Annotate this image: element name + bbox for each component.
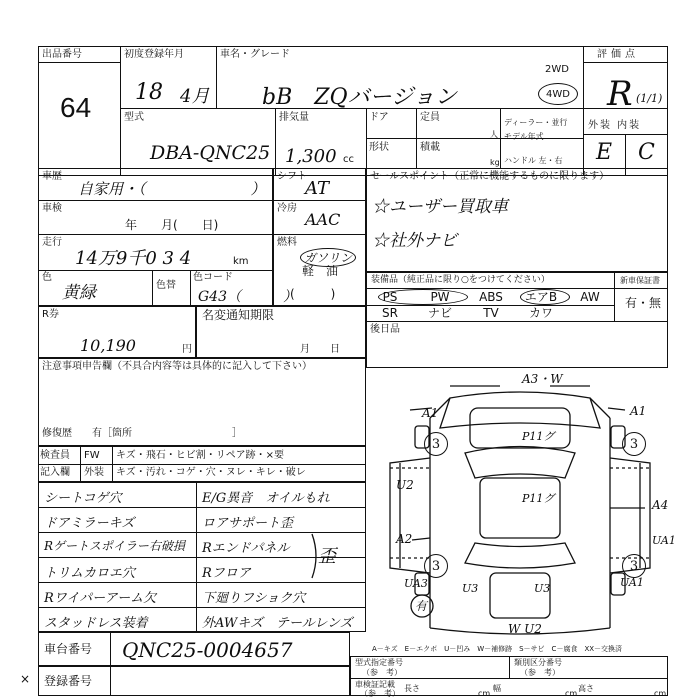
door-label: ドア xyxy=(369,112,389,123)
km-label: km xyxy=(233,256,249,267)
recycle-value: 10,190 xyxy=(80,336,136,355)
color-code-label: 色コード xyxy=(193,272,233,283)
mileage-label: 走行 xyxy=(42,237,62,248)
car-name: bB ZQバージョン xyxy=(262,85,457,110)
diagram-label-u3-c: U3 xyxy=(534,582,551,595)
sales-box xyxy=(366,168,668,272)
fuel-paren: ( ) xyxy=(290,287,336,301)
aircon-label: 冷房 xyxy=(277,203,297,214)
sales-point-label: セールスポイント（正常に機能するものに限ります） xyxy=(370,171,610,182)
damage-circle-fl: 3 xyxy=(424,432,448,456)
model-value: DBA-QNC25 xyxy=(150,142,271,164)
color-change-label: 色替 xyxy=(156,280,176,291)
type-spec-label: 型式指定番号 xyxy=(355,658,403,667)
color-value: 黄緑 xyxy=(62,283,96,303)
chassis-value: QNC25-0004657 xyxy=(122,638,293,662)
aircon-value: AAC xyxy=(305,210,341,229)
kg-label: kg xyxy=(490,158,500,167)
width-unit: cm xyxy=(565,689,578,698)
legend: A－キズ E－エクボ U－凹み W－補修跡 S－サビ C－腐食 XX－交換済 xyxy=(372,645,623,653)
sales-point-2: ☆社外ナビ xyxy=(372,231,457,251)
diagram-label-ua1-rr: UA1 xyxy=(620,576,644,589)
wd2-label: 2WD xyxy=(545,64,569,75)
dealer-label: ディーラー・並行 xyxy=(504,118,568,127)
load-label: 積載 xyxy=(420,142,440,153)
fuel-label: 燃料 xyxy=(277,237,297,248)
class-cat-label: 類別区分番号 xyxy=(514,658,562,667)
note-left: Rゲートスポイラー右破損 xyxy=(44,539,185,553)
shift-value: AT xyxy=(305,178,330,199)
fw-label: FW xyxy=(84,450,100,461)
diagram-label-u2-left: U2 xyxy=(396,478,414,492)
history-value: 自家用・（ ） xyxy=(78,180,266,198)
damage-circle-fr: 3 xyxy=(622,432,646,456)
bracket-stroke xyxy=(310,532,322,580)
length-label: 長さ xyxy=(404,684,420,693)
lot-no-label: 出品番号 xyxy=(42,49,82,60)
bracket-mark: 歪 xyxy=(318,546,336,567)
x-mark: × xyxy=(20,672,31,686)
vehicle-reg-label: 車検証記載 xyxy=(355,680,395,689)
inspection-date: 年 月( 日) xyxy=(125,218,219,232)
equipment-item: PS xyxy=(382,290,398,304)
interior-grade: C xyxy=(638,140,655,165)
damage-circle-rl: 3 xyxy=(424,554,448,578)
score-sub: (1/1) xyxy=(636,92,663,105)
mileage-value: 14万9千0 3 4 xyxy=(75,248,192,269)
fuel-value: ガソリン xyxy=(300,248,356,267)
lot-number: 64 xyxy=(60,92,92,123)
equipment-item: エアB xyxy=(524,290,558,304)
score-label: 評価点 xyxy=(597,49,639,60)
note-right: Rエンドパネル xyxy=(202,541,290,556)
handle-label: ハンドル 左・右 xyxy=(504,156,563,165)
first-reg-month: 4月 xyxy=(180,86,210,107)
diagram-label-u3-l: U3 xyxy=(462,582,479,595)
ext-int-label: 外装 内装 xyxy=(588,120,642,131)
reg-label: 登録番号 xyxy=(44,674,93,688)
equipment-label: 装備品（純正品に限り○をつけてください） xyxy=(371,275,550,285)
class-cat-ref: （参 考） xyxy=(520,668,560,677)
name-change-label: 名変通知期限 xyxy=(202,308,275,322)
car-name-label: 車名・グレード xyxy=(220,49,290,60)
fuel-kero-label: 軽 油 xyxy=(302,264,339,278)
sales-point-1: ☆ユーザー買取車 xyxy=(372,197,508,217)
note-right: E/G異音 オイルもれ xyxy=(202,491,330,506)
warranty-value: 有・無 xyxy=(625,296,662,310)
exterior-grade: E xyxy=(596,140,613,165)
damage-circle-rr: 3 xyxy=(622,554,646,578)
color-code-value: G43（ ） xyxy=(198,289,297,305)
diagram-label-pillar-front: P11グ xyxy=(522,430,555,443)
interior-codes: キズ・汚れ・コゲ・穴・ヌレ・キレ・破レ xyxy=(116,467,306,478)
person-label: 人 xyxy=(490,130,498,139)
color-label: 色 xyxy=(42,272,52,283)
note-right: 外AWキズ テールレンズ xyxy=(202,616,353,631)
chassis-label: 車台番号 xyxy=(44,642,93,656)
note-left: Rワイパーアーム欠 xyxy=(44,591,157,606)
diagram-label-a1-fr: A1 xyxy=(630,404,647,418)
equipment-item: ナビ xyxy=(427,306,452,320)
model-label: 型式 xyxy=(124,112,144,123)
yen-label: 円 xyxy=(182,344,192,355)
note-right: Rフロア xyxy=(202,566,251,581)
model-year-label: モデル年式 xyxy=(504,132,544,141)
entry-label: 記入欄 xyxy=(40,467,70,478)
vehicle-reg-ref: （参 考） xyxy=(360,689,400,698)
warranty-label: 新車保証書 xyxy=(620,276,660,285)
diagram-label-a2: A2 xyxy=(396,532,413,546)
shape-label: 形状 xyxy=(369,142,389,153)
diagram-label-a4: A4 xyxy=(652,498,669,512)
first-reg-label: 初度登録年月 xyxy=(124,49,184,60)
shift-label: シフト xyxy=(277,171,307,182)
length-unit: cm xyxy=(478,689,491,698)
cc-unit: cc xyxy=(343,154,354,165)
displacement-value: 1,300 xyxy=(285,146,337,167)
width-label: 幅 xyxy=(493,684,501,693)
stamp-mark: 有 xyxy=(415,599,428,613)
height-label: 高さ xyxy=(578,684,594,693)
diagram-label-ua3: UA3 xyxy=(404,577,428,590)
equipment-circle-mark xyxy=(378,289,468,305)
after-date-label: 後日品 xyxy=(370,324,400,335)
note-left: ドアミラーキズ xyxy=(44,516,135,531)
exterior-codes: キズ・飛石・ヒビ割・リペア跡・×要 xyxy=(116,450,284,461)
score-value: R xyxy=(607,74,633,114)
equipment-item: カワ xyxy=(528,306,553,320)
first-reg-year: 18 xyxy=(135,80,163,105)
diagram-label-a1-fl: A1 xyxy=(422,406,439,420)
wd4-circled: 4WD xyxy=(538,83,578,105)
inspector-label: 検査員 xyxy=(40,450,70,461)
history-label: 車歴 xyxy=(42,171,62,182)
diagram-label-wu2: W U2 xyxy=(508,622,542,636)
displacement-label: 排気量 xyxy=(279,112,309,123)
notes-label: 注意事項申告欄（不具合内容等は具体的に記入して下さい） xyxy=(42,361,312,372)
capacity-label: 定員 xyxy=(420,112,440,123)
note-left: トリムカロエ穴 xyxy=(44,566,136,581)
exterior-label: 外装 xyxy=(84,467,104,478)
height-unit: cm xyxy=(654,689,667,698)
name-change-date: 月 日 xyxy=(300,344,340,355)
note-right: 下廻りフショク穴 xyxy=(202,591,306,606)
equipment-item: TV xyxy=(483,306,499,320)
note-left: スタッドレス装着 xyxy=(44,616,148,631)
equipment-item: ABS xyxy=(479,290,503,304)
diagram-label-ua1-r: UA1 xyxy=(652,534,676,547)
equipment-item: AW xyxy=(580,290,600,304)
note-left: シートコゲ穴 xyxy=(44,491,122,506)
diagram-label-pillar-roof: P11グ xyxy=(522,492,555,505)
note-right: ロアサポート歪 xyxy=(202,516,294,531)
equipment-item: SR xyxy=(382,306,398,320)
equipment-row-2 xyxy=(366,305,614,321)
inspection-label: 車検 xyxy=(42,203,62,214)
diagram-label-a3w: A3・W xyxy=(522,372,563,386)
equipment-circle-mark xyxy=(520,289,570,305)
recycle-label: R券 xyxy=(42,309,59,320)
type-spec-ref: （参 考） xyxy=(362,668,402,677)
equipment-item: PW xyxy=(430,290,450,304)
repair-history: 修復歴 有［箇所 ］ xyxy=(42,428,242,439)
